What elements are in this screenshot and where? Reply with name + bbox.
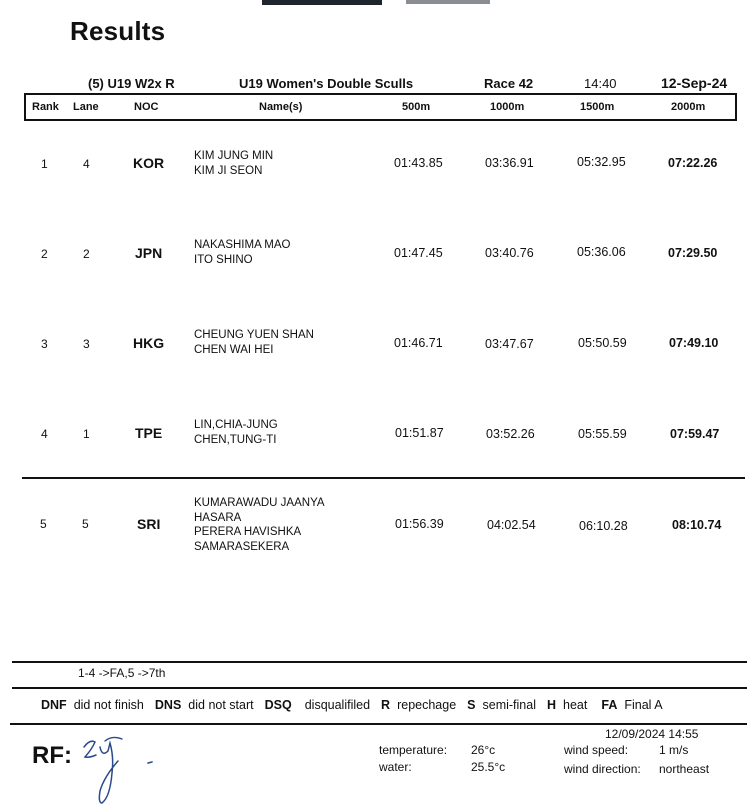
legend-desc: did not finish [73, 698, 144, 712]
footer-rule-bottom [10, 723, 747, 725]
legend-abbr: S [467, 698, 476, 712]
final-time: 07:59.47 [670, 427, 720, 441]
header-2000m: 2000m [671, 101, 706, 113]
progression-note: 1-4 ->FA,5 ->7th [78, 666, 166, 680]
row-separator [22, 477, 745, 479]
rank-cell: 3 [41, 337, 48, 351]
final-time: 07:22.26 [668, 156, 718, 170]
legend-desc: Final A [624, 698, 663, 712]
header-names: Name(s) [259, 101, 303, 113]
wind-direction-value: northeast [659, 762, 710, 776]
race-date: 12-Sep-24 [661, 75, 728, 91]
split-1500m: 05:36.06 [577, 245, 626, 259]
legend-abbr: R [381, 698, 391, 712]
names-cell [194, 418, 278, 448]
athlete-name: CHEUNG YUEN SHAN [194, 329, 314, 341]
wind-speed-label: wind speed: [564, 743, 629, 757]
printed-timestamp: 12/09/2024 14:55 [605, 727, 699, 741]
header-1500m: 1500m [580, 101, 615, 113]
noc-cell: HKG [133, 335, 165, 351]
split-1000m: 03:40.76 [485, 246, 534, 260]
legend-abbr: DNS [154, 698, 182, 712]
legend-abbr: DNF [41, 698, 67, 712]
rank-cell: 1 [41, 157, 48, 171]
table-header-box [24, 93, 737, 121]
athlete-name: HASARA [194, 511, 242, 524]
header-500m: 500m [402, 101, 431, 113]
names-cell [194, 238, 291, 268]
wind-direction-label: wind direction: [564, 762, 641, 776]
legend-abbr: FA [601, 698, 618, 712]
header-noc: NOC [134, 101, 159, 113]
footer-rule-middle [12, 687, 747, 689]
scan-edge-gap [382, 0, 406, 5]
athlete-name: PERERA HAVISHKA [194, 526, 302, 538]
final-time: 08:10.74 [672, 518, 722, 532]
header-rank: Rank [32, 101, 59, 113]
noc-cell: KOR [133, 155, 165, 171]
wind-speed-value: 1 m/s [659, 743, 689, 757]
athlete-name: NAKASHIMA MAO [194, 239, 291, 251]
header-lane: Lane [73, 101, 99, 113]
scan-edge-dark [262, 0, 382, 5]
split-500m: 01:51.87 [395, 426, 444, 440]
noc-cell: SRI [137, 516, 161, 532]
split-1500m: 06:10.28 [579, 519, 628, 533]
athlete-name: CHEN WAI HEI [194, 344, 274, 356]
noc-cell: TPE [135, 425, 163, 441]
legend-abbr: DSQ [264, 698, 292, 712]
athlete-name: CHEN,TUNG-TI [194, 434, 277, 446]
athlete-name: LIN,CHIA-JUNG [194, 419, 278, 431]
split-500m: 01:56.39 [395, 517, 444, 531]
names-cell [194, 149, 273, 179]
split-1000m: 03:36.91 [485, 156, 534, 170]
rank-cell: 5 [40, 517, 47, 531]
page-title: Results [70, 16, 166, 46]
athlete-name: KIM JUNG MIN [194, 150, 274, 162]
lane-cell: 1 [83, 427, 90, 441]
rank-cell: 2 [41, 247, 48, 261]
athlete-name: SAMARASEKERA [194, 540, 290, 553]
split-1500m: 05:50.59 [578, 336, 627, 350]
names-cell [194, 496, 325, 554]
split-1000m: 04:02.54 [487, 518, 536, 532]
lane-cell: 3 [83, 337, 90, 351]
scan-edge-grey [406, 0, 490, 4]
abbreviation-legend [41, 698, 674, 712]
lane-cell: 2 [83, 247, 90, 261]
rank-cell: 4 [41, 427, 48, 441]
temperature-value: 26°c [471, 743, 496, 757]
athlete-name: KUMARAWADU JAANYA [194, 497, 325, 509]
water-value: 25.5°c [471, 760, 506, 774]
legend-desc: semi-final [482, 698, 536, 712]
footer-rule-top [12, 661, 747, 663]
split-500m: 01:43.85 [394, 156, 443, 170]
event-name: U19 Women's Double Sculls [239, 76, 414, 91]
names-cell [194, 328, 314, 358]
athlete-name: KIM JI SEON [194, 165, 263, 177]
legend-desc: disqualifiled [304, 698, 371, 712]
split-500m: 01:47.45 [394, 246, 443, 260]
lane-cell: 5 [82, 517, 89, 531]
legend-abbr: H [547, 698, 557, 712]
header-1000m: 1000m [490, 101, 525, 113]
water-label: water: [379, 760, 412, 774]
noc-cell: JPN [135, 245, 163, 261]
split-1500m: 05:32.95 [577, 155, 626, 169]
final-time: 07:29.50 [668, 246, 718, 260]
split-1000m: 03:47.67 [485, 337, 534, 351]
race-time: 14:40 [584, 76, 617, 91]
signature-image [78, 733, 168, 808]
split-1500m: 05:55.59 [578, 427, 627, 441]
lane-cell: 4 [83, 157, 90, 171]
rf-label: RF: [32, 742, 72, 769]
scan-edge-strip [262, 0, 490, 5]
legend-desc: heat [563, 698, 588, 712]
legend-desc: did not start [188, 698, 254, 712]
event-code: (5) U19 W2x R [88, 76, 175, 91]
temperature-label: temperature: [379, 743, 448, 757]
split-1000m: 03:52.26 [486, 427, 535, 441]
legend-desc: repechage [397, 698, 457, 712]
final-time: 07:49.10 [669, 336, 719, 350]
athlete-name: ITO SHINO [194, 254, 253, 266]
split-500m: 01:46.71 [394, 336, 443, 350]
race-number: Race 42 [484, 76, 534, 91]
